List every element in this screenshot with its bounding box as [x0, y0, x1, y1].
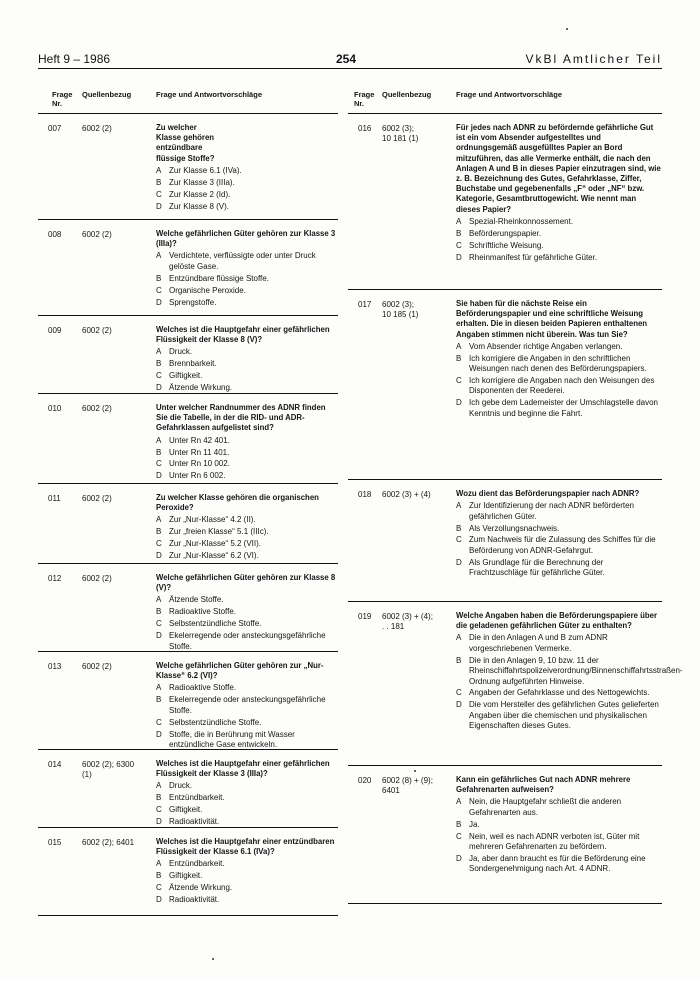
answer-text: Ja.	[469, 819, 480, 829]
answer-text: Die in den Anlagen 9, 10 bzw. 11 der Rheinschiffahrtspolizeiverordnung/Binnenschiffahrtsstraßen-Ordnung aufgeführten Hinweise.	[469, 655, 683, 686]
answer-text: Ich gebe dem Lademeister der Umschlagstelle davon Kenntnis und beginne die Fahrt.	[469, 398, 658, 418]
question-source: 6002 (3); 10 185 (1)	[382, 300, 419, 320]
question-row	[38, 750, 338, 828]
question-body	[156, 325, 338, 394]
answer-text: Unter Rn 11 401.	[169, 447, 230, 457]
question-number: 013	[48, 662, 62, 671]
answer-text: Radioaktivität.	[169, 817, 220, 827]
right-column	[348, 82, 683, 904]
answer-option	[456, 633, 662, 654]
answer-letter: C	[156, 805, 162, 815]
question-text: Sie haben für die nächste Reise ein Beförderungspapier und eine schriftliche Weisung erhalten. Die in diesen beiden Papieren enthaltenen Angaben stimmen nicht überein. Was tun Sie?	[456, 299, 648, 339]
answer-option	[456, 217, 662, 227]
header-fragen: Frage und Antwortvorschläge	[456, 90, 562, 99]
answer-text: Zur „freien Klasse“ 5.1 (IIIc).	[169, 527, 269, 537]
header-frage-nr: Frage Nr.	[52, 90, 73, 108]
question-row	[348, 766, 662, 904]
answer-option	[156, 347, 338, 357]
answer-letter: D	[456, 700, 462, 710]
answer-text: Radioaktive Stoffe.	[169, 683, 237, 693]
answer-letter: D	[456, 557, 462, 567]
answer-text: Schriftliche Weisung.	[469, 240, 544, 250]
question-row	[38, 114, 338, 220]
answer-option	[156, 607, 338, 617]
question-body	[156, 229, 338, 308]
answer-option	[156, 371, 338, 381]
answer-letter: D	[156, 729, 162, 739]
question-row	[38, 220, 338, 316]
answer-text: Giftigkeit.	[169, 805, 203, 815]
question-source: 6002 (2)	[82, 494, 112, 503]
answer-text: Entzündbare flüssige Stoffe.	[169, 273, 269, 283]
answer-option	[156, 718, 338, 728]
answer-text: Spezial-Rheinkonnossement.	[469, 216, 574, 226]
question-body	[456, 123, 662, 263]
answer-text: Nein, die Hauptgefahr schließt die anderen Gefahrenarten aus.	[469, 797, 622, 817]
answer-option	[156, 251, 338, 272]
question-row	[38, 652, 338, 750]
answer-letter: C	[156, 883, 162, 893]
left-column	[38, 82, 338, 916]
answer-option	[456, 832, 662, 853]
question-number: 009	[48, 326, 62, 335]
answer-letter: C	[456, 240, 462, 250]
question-body	[456, 299, 662, 419]
answer-letter: D	[156, 551, 162, 561]
question-number: 010	[48, 404, 62, 413]
answer-option	[456, 501, 662, 522]
answer-text: Beförderungspapier.	[469, 228, 542, 238]
answer-text: Selbstentzündliche Stoffe.	[169, 717, 262, 727]
answer-text: Zur Klasse 3 (IIIa).	[169, 177, 235, 187]
answer-option	[156, 859, 338, 869]
answer-letter: A	[456, 797, 462, 807]
answer-letter: C	[156, 371, 162, 381]
answer-option	[156, 781, 338, 791]
answer-option	[156, 730, 338, 751]
answer-text: Ätzende Stoffe.	[169, 595, 224, 605]
question-text: Welche gefährlichen Güter gehören zur „Nur-Klasse“ 6.2 (VI)?	[156, 661, 324, 681]
question-text: Zu welcher Klasse gehören entzündbare flüssige Stoffe?	[156, 123, 215, 163]
question-source: 6002 (2)	[82, 662, 112, 671]
answer-text: Sprengstoffe.	[169, 297, 217, 307]
answer-text: Ätzende Wirkung.	[169, 883, 233, 893]
answer-letter: C	[456, 831, 462, 841]
answer-text: Unter Rn 10 002.	[169, 459, 230, 469]
answer-text: Zur „Nur-Klasse“ 5.2 (VII).	[169, 539, 262, 549]
answer-option	[456, 354, 662, 375]
answer-option	[156, 190, 338, 200]
answer-text: Als Verzollungsnachweis.	[469, 523, 560, 533]
question-row	[38, 484, 338, 564]
answer-letter: A	[156, 515, 162, 525]
question-number: 020	[358, 776, 372, 785]
answer-letter: C	[156, 285, 162, 295]
answer-option	[456, 700, 662, 731]
question-row	[38, 564, 338, 652]
answer-letter: B	[456, 523, 462, 533]
answer-text: Unter Rn 42 401.	[169, 435, 230, 445]
answer-option	[456, 253, 662, 263]
question-body	[156, 493, 338, 562]
question-text: Welche gefährlichen Güter gehören zur Klasse 8 (V)?	[156, 573, 336, 593]
question-text: Welche Angaben haben die Beförderungspapiere über die geladenen gefährlichen Güter zu enthalten?	[456, 611, 658, 631]
answer-letter: B	[156, 177, 162, 187]
answer-option	[156, 383, 338, 393]
answer-option	[456, 524, 662, 534]
question-number: 016	[358, 124, 372, 133]
question-row	[38, 828, 338, 916]
answer-text: Angaben der Gefahrklasse und des Nettogewichts.	[469, 688, 650, 698]
question-row	[38, 394, 338, 484]
answer-letter: C	[456, 376, 462, 386]
question-text: Zu welcher Klasse gehören die organischen Peroxide?	[156, 493, 319, 513]
question-row	[348, 602, 683, 766]
answer-text: Zum Nachweis für die Zulassung des Schiffes für die Beförderung von ADNR-Gefahrgut.	[469, 535, 656, 555]
header-fragen: Frage und Antwortvorschläge	[156, 90, 262, 99]
question-number: 007	[48, 124, 62, 133]
question-body	[156, 403, 338, 482]
answer-text: Die vom Hersteller des gefährlichen Gutes gelieferten Angaben über die chemischen und physikalischen Eigenschaften dieses Gutes.	[469, 700, 659, 731]
question-body	[456, 489, 662, 579]
answer-letter: B	[156, 447, 162, 457]
answer-letter: A	[156, 683, 162, 693]
question-number: 008	[48, 230, 62, 239]
answer-option	[156, 166, 338, 176]
answer-text: Zur Klasse 6.1 (IVa).	[169, 165, 242, 175]
question-number: 018	[358, 490, 372, 499]
answer-text: Zur Klasse 2 (Id).	[169, 189, 231, 199]
question-body	[456, 775, 662, 875]
answer-letter: B	[156, 607, 162, 617]
question-body	[456, 611, 683, 732]
answer-letter: D	[456, 252, 462, 262]
answer-letter: D	[156, 201, 162, 211]
question-source: 6002 (2)	[82, 124, 112, 133]
answer-text: Stoffe, die in Berührung mit Wasser entzündliche Gase entwickeln.	[169, 729, 295, 749]
question-source: 6002 (3); 10 181 (1)	[382, 124, 419, 144]
answer-option	[456, 655, 683, 687]
answer-text: Giftigkeit.	[169, 871, 203, 881]
answer-text: Giftigkeit.	[169, 371, 203, 381]
answer-option	[156, 274, 338, 284]
answer-option	[156, 683, 338, 693]
answer-option	[156, 551, 338, 561]
question-source: 6002 (2)	[82, 326, 112, 335]
answer-letter: C	[156, 189, 162, 199]
answer-text: Selbstentzündliche Stoffe.	[169, 619, 262, 629]
answer-letter: A	[156, 347, 162, 357]
answer-option	[156, 871, 338, 881]
answer-option	[456, 241, 662, 251]
answer-letter: A	[156, 595, 162, 605]
answer-option	[156, 539, 338, 549]
answer-option	[456, 398, 662, 419]
table-header	[38, 82, 338, 114]
answer-text: Vom Absender richtige Angaben verlangen.	[469, 341, 623, 351]
question-body	[156, 573, 338, 652]
answer-option	[156, 178, 338, 188]
answer-option	[156, 895, 338, 905]
question-source: 6002 (3) + (4); . . 181	[382, 612, 433, 632]
answer-option	[456, 342, 662, 352]
answer-option	[156, 286, 338, 296]
question-number: 011	[48, 494, 61, 503]
question-row	[348, 290, 662, 480]
answer-letter: C	[456, 688, 462, 698]
answer-letter: D	[156, 471, 162, 481]
question-source: 6002 (2); 6300 (1)	[82, 760, 135, 780]
answer-letter: D	[156, 297, 162, 307]
question-text: Welche gefährlichen Güter gehören zur Klasse 3 (IIIa)?	[156, 229, 336, 249]
answer-text: Zur „Nur-Klasse“ 6.2 (VI).	[169, 551, 259, 561]
answer-letter: C	[156, 459, 162, 469]
answer-text: Brennbarkeit.	[169, 359, 217, 369]
answer-option	[156, 793, 338, 803]
scan-speck	[414, 770, 416, 772]
answer-option	[156, 619, 338, 629]
answer-letter: A	[156, 251, 162, 261]
table-header	[348, 82, 662, 114]
question-text: Welches ist die Hauptgefahr einer entzündbaren Flüssigkeit der Klasse 6.1 (IVa)?	[156, 837, 335, 857]
answer-text: Radioaktive Stoffe.	[169, 607, 237, 617]
answer-letter: B	[156, 793, 162, 803]
issue-label: Heft 9 – 1986	[38, 52, 111, 66]
question-source: 6002 (2)	[82, 404, 112, 413]
question-row	[348, 114, 662, 290]
answer-letter: D	[156, 895, 162, 905]
answer-letter: D	[156, 383, 162, 393]
question-body	[156, 759, 338, 828]
answer-option	[456, 820, 662, 830]
question-body	[156, 661, 338, 750]
answer-option	[456, 558, 662, 579]
answer-option	[456, 688, 662, 698]
answer-letter: B	[156, 527, 162, 537]
question-text: Kann ein gefährliches Gut nach ADNR mehrere Gefahrenarten aufweisen?	[456, 775, 631, 795]
answer-letter: C	[156, 717, 162, 727]
answer-text: Nein, weil es nach ADNR verboten ist, Güter mit mehreren Gefahrenarten zu befördern.	[469, 831, 640, 852]
page-header	[38, 48, 662, 68]
answer-letter: A	[156, 165, 162, 175]
header-rule	[38, 68, 662, 69]
answer-option	[456, 535, 662, 556]
answer-text: Ich korrigiere die Angaben nach den Weisungen des Disponenten der Reederei.	[469, 376, 655, 396]
answer-option	[156, 436, 338, 446]
answer-option	[156, 631, 338, 652]
question-source: 6002 (2); 6401	[82, 838, 135, 847]
answer-option	[156, 448, 338, 458]
answer-text: Ekelerregende oder ansteckungsgefährliche Stoffe.	[169, 695, 326, 715]
answer-text: Die in den Anlagen A und B zum ADNR vorgeschriebenen Vermerke.	[469, 633, 608, 653]
answer-letter: B	[156, 871, 162, 881]
answer-letter: C	[156, 539, 162, 549]
answer-letter: A	[156, 859, 162, 869]
scan-speck	[212, 958, 214, 960]
answer-letter: A	[456, 501, 462, 511]
answer-option	[156, 359, 338, 369]
question-row	[348, 480, 662, 602]
answer-letter: A	[456, 216, 462, 226]
answer-text: Organische Peroxide.	[169, 285, 246, 295]
answer-option	[156, 471, 338, 481]
answer-option	[156, 817, 338, 827]
answer-text: Verdichtete, verflüssigte oder unter Druck gelöste Gase.	[169, 251, 316, 271]
question-number: 019	[358, 612, 372, 621]
scan-speck	[566, 28, 568, 30]
answer-text: Rheinmanifest für gefährliche Güter.	[469, 252, 598, 262]
question-body	[156, 123, 338, 212]
answer-option	[456, 797, 662, 818]
page-number: 254	[336, 52, 357, 66]
question-body	[156, 837, 338, 906]
answer-letter: A	[456, 633, 462, 643]
answer-text: Radioaktivität.	[169, 895, 220, 905]
question-number: 014	[48, 760, 62, 769]
answer-letter: B	[156, 359, 162, 369]
answer-text: Entzündbarkeit.	[169, 793, 225, 803]
answer-letter: A	[456, 341, 462, 351]
answer-option	[156, 202, 338, 212]
header-quellenbezug: Quellenbezug	[382, 90, 432, 99]
answer-text: Ätzende Wirkung.	[169, 383, 233, 393]
answer-option	[156, 459, 338, 469]
answer-option	[156, 515, 338, 525]
answer-text: Entzündbarkeit.	[169, 859, 225, 869]
question-text: Welches ist die Hauptgefahr einer gefährlichen Flüssigkeit der Klasse 8 (V)?	[156, 325, 330, 345]
answer-letter: B	[156, 695, 162, 705]
answer-text: Zur „Nur-Klasse“ 4.2 (II).	[169, 515, 256, 525]
question-number: 017	[358, 300, 372, 309]
answer-text: Ekelerregende oder ansteckungsgefährliche Stoffe.	[169, 631, 326, 651]
question-row	[38, 316, 338, 394]
publication-title: VkBl Amtlicher Teil	[525, 52, 662, 66]
answer-option	[156, 527, 338, 537]
header-frage-nr: Frage Nr.	[354, 90, 375, 108]
answer-letter: B	[456, 353, 462, 363]
answer-option	[156, 805, 338, 815]
answer-letter: A	[156, 435, 162, 445]
question-text: Für jedes nach ADNR zu befördernde gefährliche Gut ist ein vom Absender aufgestelltes und ordnungsgemäß ausgefülltes Papier an Bord mitzuführen, das alle Vermerke enthält, die nach den Anlagen A und B in dieses Papier einzutragen sind, wie z. B. Bezeichnung des Gutes, Gefahrklasse, Ziffer, Buchstabe und gegebenenfalls „F“ oder „NF“ bzw. Kategorie, Gesamtbruttogewicht. Wie nennt man dieses Papier?	[456, 123, 661, 214]
answer-letter: B	[456, 655, 462, 665]
answer-text: Zur Identifizierung der nach ADNR beförderten gefährlichen Güter.	[469, 501, 634, 521]
answer-text: Druck.	[169, 347, 193, 357]
answer-text: Druck.	[169, 781, 193, 791]
answer-option	[456, 229, 662, 239]
answer-letter: B	[156, 273, 162, 283]
answer-text: Ich korrigiere die Angaben in den schriftlichen Weisungen nach denen des Beförderungspapiers.	[469, 353, 647, 374]
answer-option	[156, 883, 338, 893]
question-text: Unter welcher Randnummer des ADNR finden Sie die Tabelle, in der die RID- und ADR-Gefahrklassen aufgelistet sind?	[156, 403, 326, 433]
question-source: 6002 (2)	[82, 574, 112, 583]
answer-letter: D	[456, 853, 462, 863]
answer-letter: C	[456, 535, 462, 545]
answer-letter: D	[156, 631, 162, 641]
answer-letter: B	[456, 228, 462, 238]
answer-text: Als Grundlage für die Berechnung der Frachtzuschläge für gefährliche Güter.	[469, 557, 605, 578]
question-text: Welches ist die Hauptgefahr einer gefährlichen Flüssigkeit der Klasse 3 (IIIa)?	[156, 759, 330, 779]
question-source: 6002 (8) + (9); 6401	[382, 776, 433, 796]
question-number: 015	[48, 838, 62, 847]
answer-option	[456, 854, 662, 875]
question-number: 012	[48, 574, 62, 583]
answer-letter: C	[156, 619, 162, 629]
answer-letter: A	[156, 781, 162, 791]
question-source: 6002 (2)	[82, 230, 112, 239]
answer-option	[156, 595, 338, 605]
answer-text: Zur Klasse 8 (V).	[169, 201, 230, 211]
answer-letter: D	[156, 817, 162, 827]
answer-text: Unter Rn 6 002.	[169, 471, 226, 481]
answer-text: Ja, aber dann braucht es für die Beförderung eine Sondergenehmigung nach Art. 4 ADNR.	[469, 853, 646, 874]
answer-letter: B	[456, 819, 462, 829]
question-source: 6002 (3) + (4)	[382, 490, 431, 499]
answer-option	[456, 376, 662, 397]
header-quellenbezug: Quellenbezug	[82, 90, 132, 99]
answer-letter: D	[456, 398, 462, 408]
question-text: Wozu dient das Beförderungspapier nach ADNR?	[456, 489, 640, 498]
answer-option	[156, 695, 338, 716]
answer-option	[156, 298, 338, 308]
